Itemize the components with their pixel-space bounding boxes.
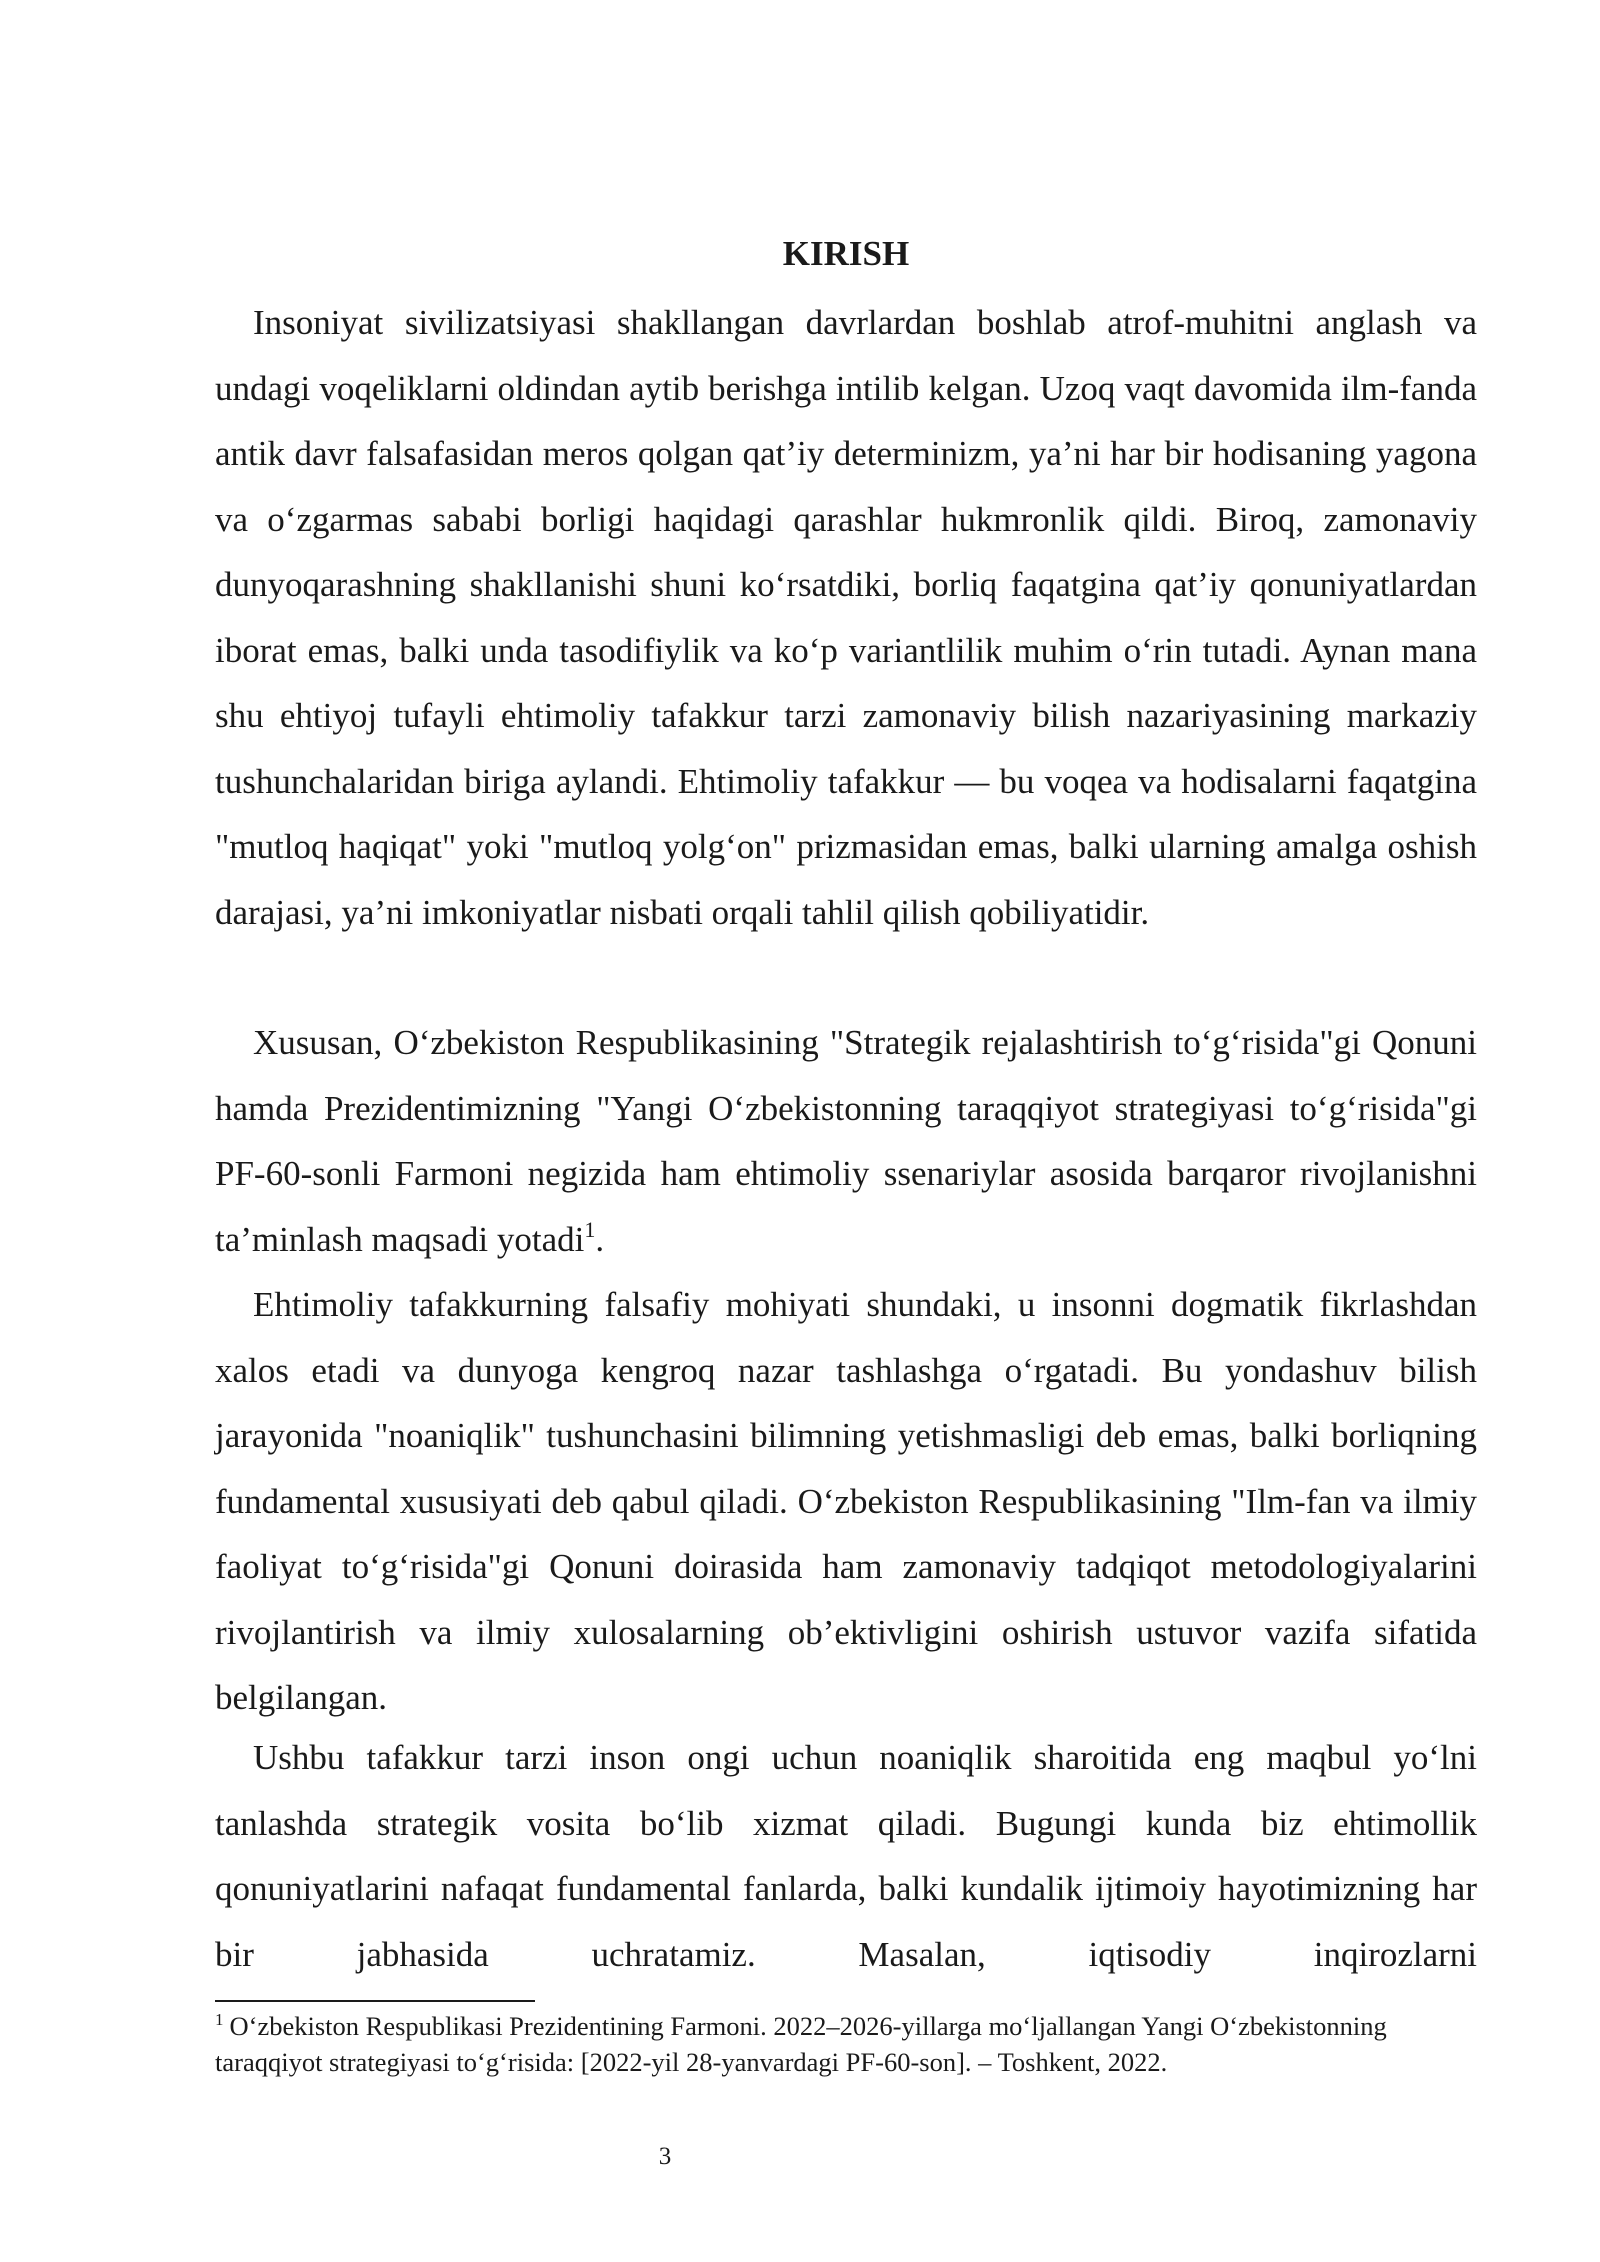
footnote-text: O‘zbekiston Respublikasi Prezidentining Farmoni. 2022–2026-yillarga mo‘ljallangan Yangi O‘zbekistonning taraqqiyot strategiyasi to‘g‘risida: [2022-yil 28-yanvardagi PF-60-son]. – Toshkent, 2022. <box>215 2011 1387 2077</box>
footnote-marker: 1 <box>215 2010 224 2029</box>
paragraph-2-text: Xususan, O‘zbekiston Respublikasining "Strategik rejalashtirish to‘g‘risida"gi Qonuni hamda Prezidentimizning "Yangi O‘zbekistonning taraqqiyot strategiyasi to‘g‘risida"gi PF-60-sonli Farmoni negizida ham ehtimoliy ssenariylar asosida barqaror rivojlanishni ta’minlash maqsadi yotadi <box>215 1023 1477 1259</box>
footnote-reference: 1 <box>584 1216 596 1242</box>
footnote-separator <box>215 2000 535 2002</box>
page-number: 3 <box>658 2143 672 2170</box>
paragraph-3: Ehtimoliy tafakkurning falsafiy mohiyati shundaki, u insonni dogmatik fikrlashdan xalos etadi va dunyoga kengroq nazar tashlashga o‘rgatadi. Bu yondashuv bilish jarayonida "noaniqlik" tushunchasini bilimning yetishmasligi deb emas, balki borliqning fundamental xususiyati deb qabul qiladi. O‘zbekiston Respublikasining "Ilm-fan va ilmiy faoliyat to‘g‘risida"gi Qonuni doirasida ham zamonaviy tadqiqot metodologiyalarini rivojlantirish va ilmiy xulosalarning ob’ektivligini oshirish ustuvor vazifa sifatida belgilangan. <box>215 1285 1477 1717</box>
paragraph-2-end: . <box>595 1219 605 1259</box>
footnote <box>215 2008 1477 2080</box>
paragraph-1: Insoniyat sivilizatsiyasi shakllangan davrlardan boshlab atrof-muhitni anglash va undagi voqeliklarni oldindan aytib berishga intilib kelgan. Uzoq vaqt davomida ilm-fanda antik davr falsafasidan meros qolgan qat’iy determinizm, ya’ni har bir hodisaning yagona va o‘zgarmas sababi borligi haqidagi qarashlar hukmronlik qildi. Biroq, zamonaviy dunyoqarashning shakllanishi shuni ko‘rsatdiki, borliq faqatgina qat’iy qonuniyatlardan iborat emas, balki unda tasodifiylik va ko‘p variantlilik muhim o‘rin tutadi. Aynan mana shu ehtiyoj tufayli ehtimoliy tafakkur tarzi zamonaviy bilish nazariyasining markaziy tushunchalaridan biriga aylandi. Ehtimoliy tafakkur — bu voqea va hodisalarni faqatgina "mutloq haqiqat" yoki "mutloq yolg‘on" prizmasidan emas, balki ularning amalga oshish darajasi, ya’ni imkoniyatlar nisbati orqali tahlil qilish qobiliyatidir. <box>215 303 1477 932</box>
paragraph-2 <box>215 1010 1477 1272</box>
paragraph-4: Ushbu tafakkur tarzi inson ongi uchun noaniqlik sharoitida eng maqbul yo‘lni tanlashda strategik vosita bo‘lib xizmat qiladi. Bugungi kunda biz ehtimollik qonuniyatlarini nafaqat fundamental fanlarda, balki kundalik ijtimoiy hayotimizning har bir jabhasida uchratamiz. Masalan, iqtisodiy inqirozlarni <box>215 1738 1477 1974</box>
section-title: KIRISH <box>782 234 910 273</box>
